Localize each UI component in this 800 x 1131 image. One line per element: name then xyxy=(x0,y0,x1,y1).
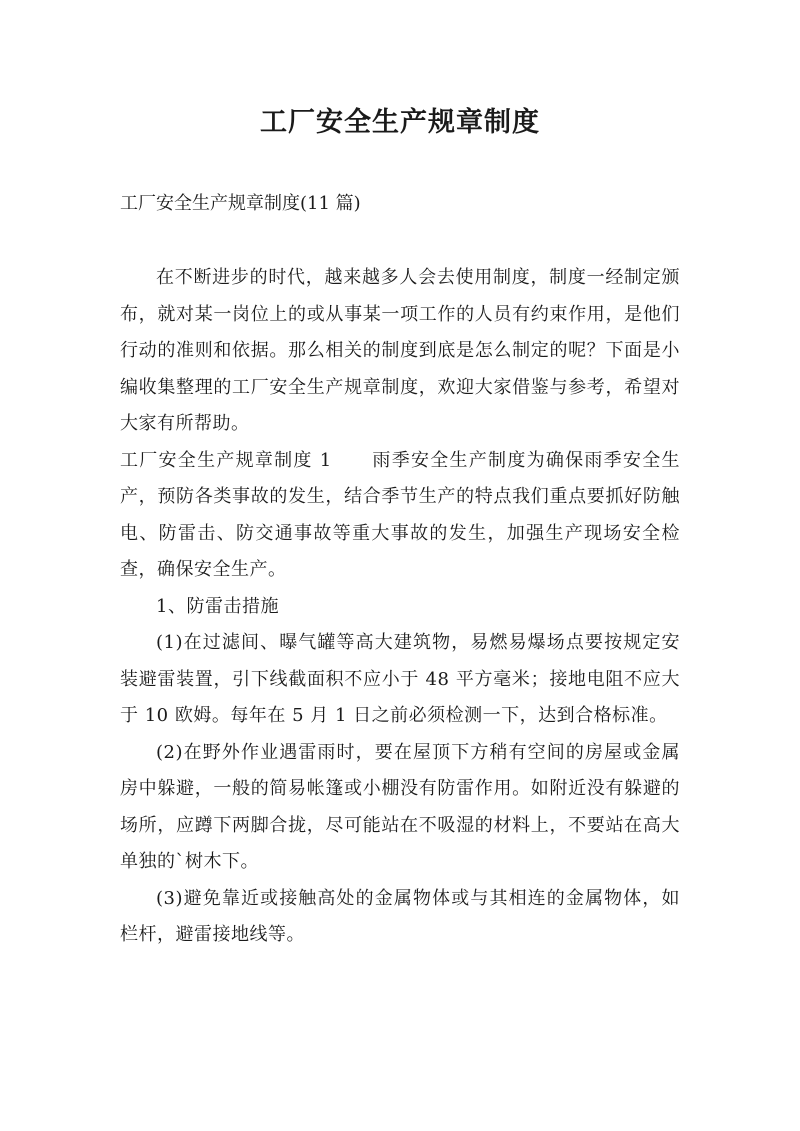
section-1-paragraph xyxy=(120,443,680,589)
document-subtitle: 工厂安全生产规章制度(11 篇) xyxy=(120,193,361,214)
document-body xyxy=(120,260,680,954)
paragraph-3: (3)避免靠近或接触高处的金属物体或与其相连的金属物体，如栏杆，避雷接地线等。 xyxy=(120,887,680,945)
section-1-heading: 工厂安全生产规章制度 1 xyxy=(120,449,332,471)
item-1-heading: 1、防雷击措施 xyxy=(156,595,279,617)
paragraph-2: (2)在野外作业遇雷雨时，要在屋顶下方稍有空间的房屋或金属房中躲避，一般的简易帐篷或小棚没有防雷作用。如附近没有躲避的场所，应蹲下两脚合拢，尽可能站在不吸湿的材料上，不要站在高大单独的`树木下。 xyxy=(120,741,680,872)
page-title: 工厂安全生产规章制度 xyxy=(260,107,540,138)
intro-paragraph: 在不断进步的时代，越来越多人会去使用制度，制度一经制定颁布，就对某一岗位上的或从事某一项工作的人员有约束作用，是他们行动的准则和依据。那么相关的制度到底是怎么制定的呢？下面是小编收集整理的工厂安全生产规章制度，欢迎大家借鉴与参考，希望对大家有所帮助。 xyxy=(120,267,680,434)
section-1-text: 雨季安全生产制度为确保雨季安全生产，预防各类事故的发生，结合季节生产的特点我们重点要抓好防触电、防雷击、防交通事故等重大事故的发生，加强生产现场安全检查，确保安全生产。 xyxy=(120,449,680,580)
paragraph-1: (1)在过滤间、曝气罐等高大建筑物，易燃易爆场点要按规定安装避雷装置，引下线截面积不应小于 48 平方毫米；接地电阻不应大于 10 欧姆。每年在 5 月 1 日之前必须检测一下，达到合格标准。 xyxy=(120,632,680,726)
